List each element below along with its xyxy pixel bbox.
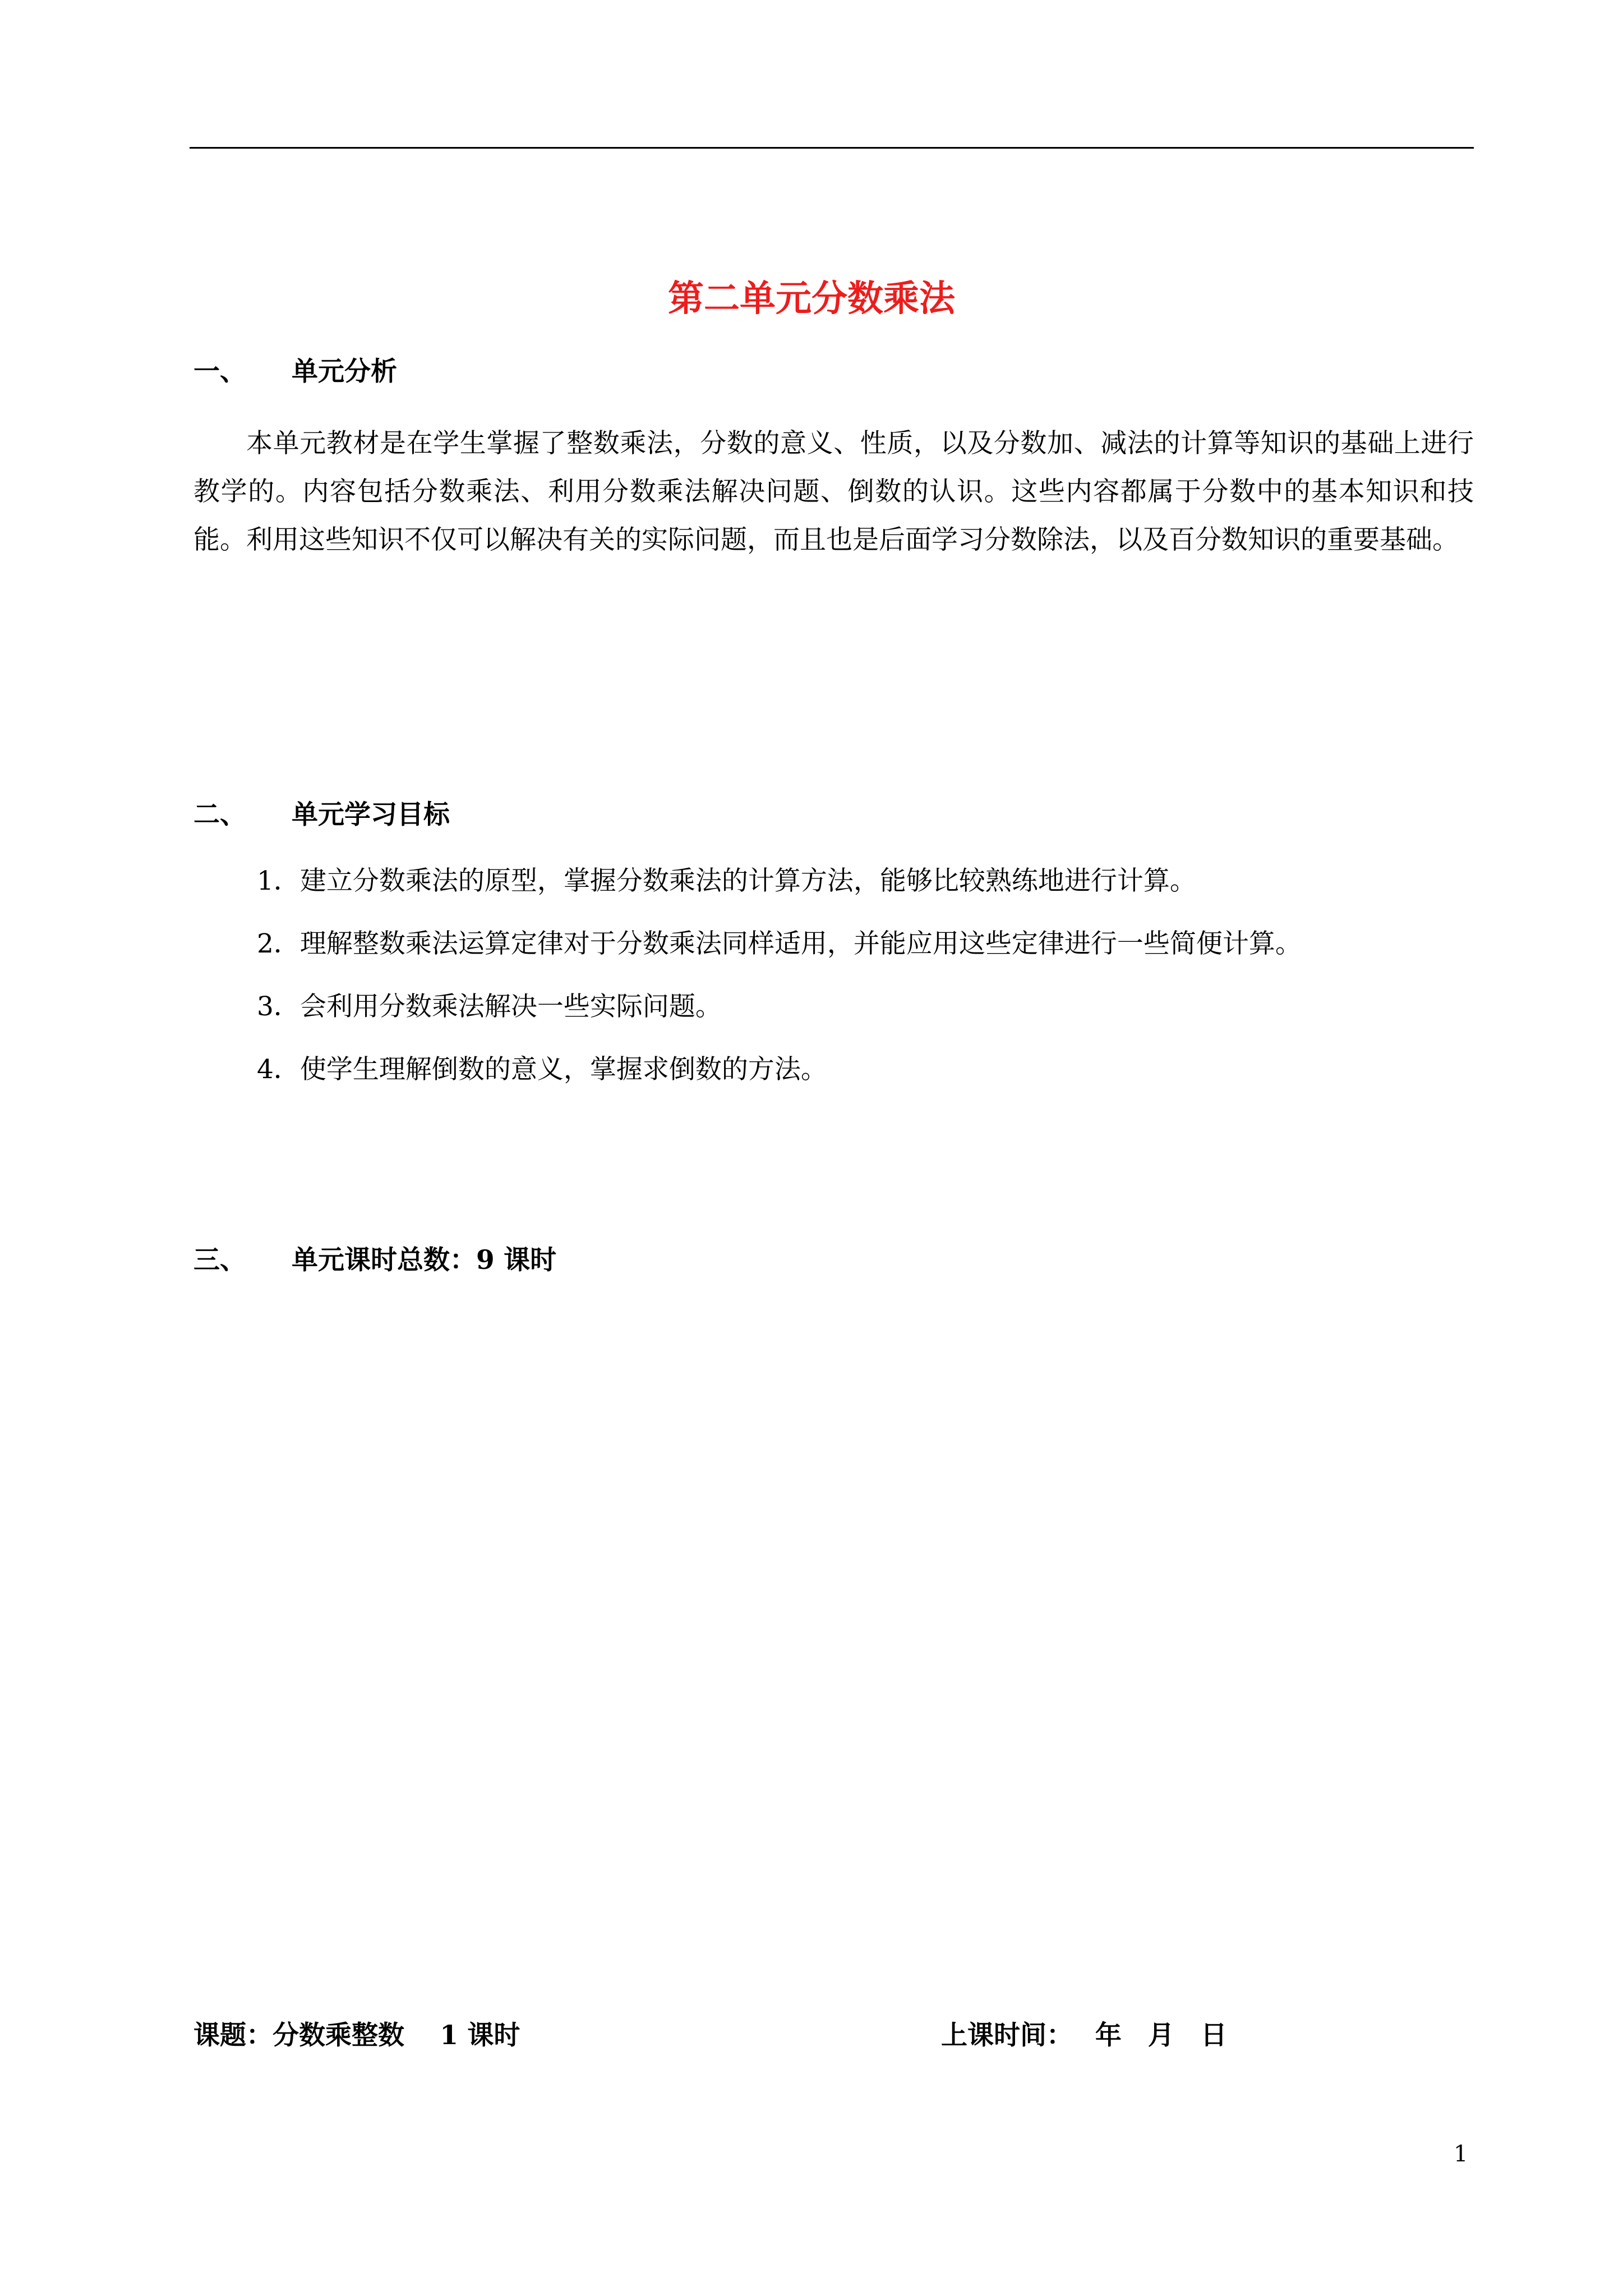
section-title: 单元学习目标 xyxy=(292,799,450,830)
page-number: 1 xyxy=(1454,2141,1468,2167)
section-number: 三、 xyxy=(193,1245,246,1276)
section-heading-2 xyxy=(193,795,450,835)
section-heading-1 xyxy=(193,352,397,392)
unit-analysis-paragraph: 本单元教材是在学生掌握了整数乘法，分数的意义、性质，以及分数加、减法的计算等知识的基础上进行教学的。内容包括分数乘法、利用分数乘法解决问题、倒数的认识。这些内容都属于分数中的基本知识和技能。利用这些知识不仅可以解决有关的实际问题，而且也是后面学习分数除法，以及百分数知识的重要基础。 xyxy=(193,428,1474,555)
document-title: 第二单元分数乘法 xyxy=(668,278,955,320)
objective-item: 4．使学生理解倒数的意义，掌握求倒数的方法。 xyxy=(257,1054,827,1085)
section-heading-3 xyxy=(193,1241,556,1280)
section-number: 二、 xyxy=(193,799,246,830)
section-number: 一、 xyxy=(193,356,246,387)
section-title: 单元课时总数：9 课时 xyxy=(292,1245,557,1276)
lesson-topic: 课题：分数乘整数 1 课时 xyxy=(193,2020,520,2051)
lesson-time: 上课时间： 年 月 日 xyxy=(941,2020,1227,2051)
header-rule xyxy=(190,147,1474,149)
objective-item: 3．会利用分数乘法解决一些实际问题。 xyxy=(257,991,722,1022)
objective-item: 2．理解整数乘法运算定律对于分数乘法同样适用，并能应用这些定律进行一些简便计算。 xyxy=(257,928,1302,959)
objective-item: 1．建立分数乘法的原型，掌握分数乘法的计算方法，能够比较熟练地进行计算。 xyxy=(257,866,1196,896)
section-title: 单元分析 xyxy=(292,356,397,387)
